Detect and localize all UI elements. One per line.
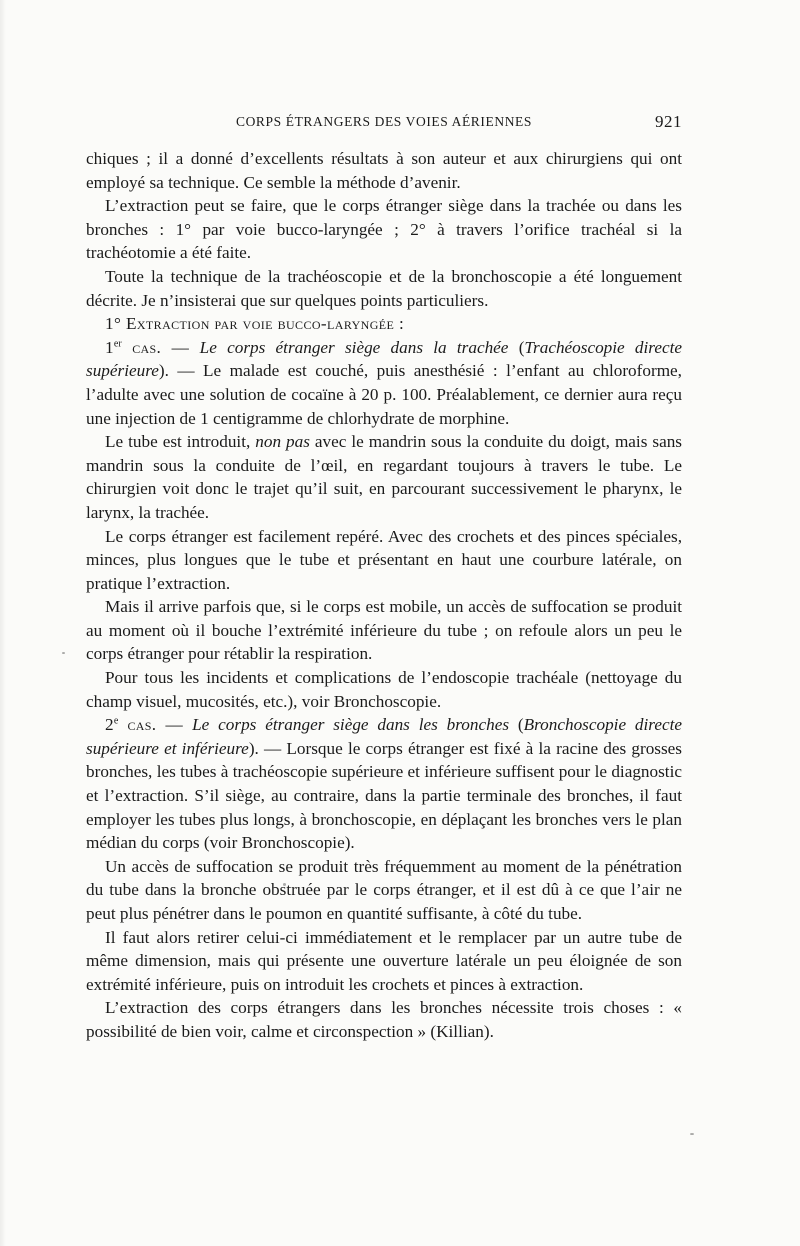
paragraph-foreign-body-located: Le corps étranger est facilement repéré. Avec des crochets et des pinces spéciales, minces, plus longues que le tube et présentant en haut une courbure latérale, on pratique l’extraction. [86,526,682,593]
case-one-superscript: er [113,338,122,350]
case-one-title: Le corps étranger siège dans la trachée [199,337,509,357]
paragraph-replace-tube: Il faut alors retirer celui-ci immédiatement et le remplacer par un autre tube de même dimension, mais qui présente une ouverture latérale un peu éloignée de son extrémité inférieure, puis on introduit les crochets et pinces à extraction. [86,927,682,994]
page-number: 921 [655,112,682,131]
scan-edge-shadow [0,0,6,1246]
paragraph-tube-introduction [86,430,682,524]
book-page [86,112,682,1044]
paragraph-incidents: Pour tous les incidents et complications de l’endoscopie trachéale (nettoyage du champ visuel, mucosités, etc.), voir Bronchoscopie. [86,668,682,711]
running-title: CORPS ÉTRANGERS DES VOIES AÉRIENNES [235,114,533,129]
paragraph-case-one [86,336,682,430]
case-one-paren-close: ). — [158,361,204,381]
paragraph-extraction-routes: L’extraction peut se faire, que le corps étranger siège dans la trachée ou dans les bronches : 1° par voie bucco-laryngée ; 2° à travers l’orifice trachéal si la trachéotomie a été faite. [86,196,682,263]
running-head [86,112,682,136]
paragraph-killian-quote: L’extraction des corps étrangers dans les bronches nécessite trois choses : « possibilité de bien voir, calme et circonspection » (Killian). [86,998,682,1041]
paragraph-suffocation-bronchi: Un accès de suffocation se produit très fréquemment au moment de la pénétration du tube dans la bronche obstruée par le corps étranger, et il est dû à ce que l’air ne peut plus pénétrer dans le poumon en quantité suffisante, à côté du tube. [86,856,682,923]
case-one-method: Trachéoscopie directe supérieure [86,337,682,381]
paragraph-continuation: chiques ; il a donné d’excellents résultats à son auteur et aux chirurgiens qui ont employé sa technique. Ce semble la méthode d’avenir. [86,149,682,192]
case-two-method: Bronchoscopie directe supérieure et inférieure [86,715,682,758]
tube-text-before: Le tube est introduit, [105,432,256,452]
case-one-number: 1 [105,337,114,357]
case-one-text: Le malade est couché, puis anesthésié : l’enfant au chloroforme, l’adulte avec une solution de cocaïne à 20 p. 100. Préalablement, ce dernier aura reçu une injection de 1 centigramme de chlorhydrate de morphine. [86,361,682,428]
tube-text-italic: non pas [255,432,310,452]
case-two-paren-open: ( [509,715,524,735]
case-two-superscript: e [113,715,119,727]
case-two-number: 2 [105,715,114,735]
tube-text-after: avec le mandrin sous la conduite du doigt, mais sans mandrin sous la conduite de l’œil, en regardant toujours à travers le tube. Le chirurgien voit donc le trajet qu’il suit, en parcourant successivement le pharynx, le larynx, la trachée. [86,432,682,522]
body-text [86,147,682,1044]
paragraph-case-two [86,713,682,855]
section-heading-bucco-laryngee: 1° Extraction par voie bucco-laryngée : [105,314,405,334]
paragraph-suffocation-trachea: Mais il arrive parfois que, si le corps est mobile, un accès de suffocation se produit au moment où il bouche l’extrémité inférieure du tube ; on refoule alors un peu le corps étranger pour rétablir la respiration. [86,597,682,664]
scan-speck [283,883,286,886]
case-two-label: cas. — [118,715,193,735]
scan-speck [690,1133,694,1135]
case-two-title: Le corps étranger siège dans les bronches [192,715,510,735]
paragraph-technique: Toute la technique de la trachéoscopie et de la bronchoscopie a été longuement décrite. Je n’insisterai que sur quelques points particuliers. [86,266,682,310]
case-one-paren-open: ( [508,337,525,357]
case-two-text: Lorsque le corps étranger est fixé à la racine des grosses bronches, les tubes à trachéoscopie supérieure et inférieure suffisent pour le diagnostic et l’extraction. S’il siège, au contraire, dans la partie terminale des bronches, il faut employer les tubes plus longs, à bronchoscopie, en déplaçant les bronches vers le plan médian du corps (voir Bronchoscopie). [86,738,682,853]
case-one-label: cas. — [121,337,200,357]
case-two-paren-close: ). — [248,738,287,758]
scan-speck [62,652,65,654]
